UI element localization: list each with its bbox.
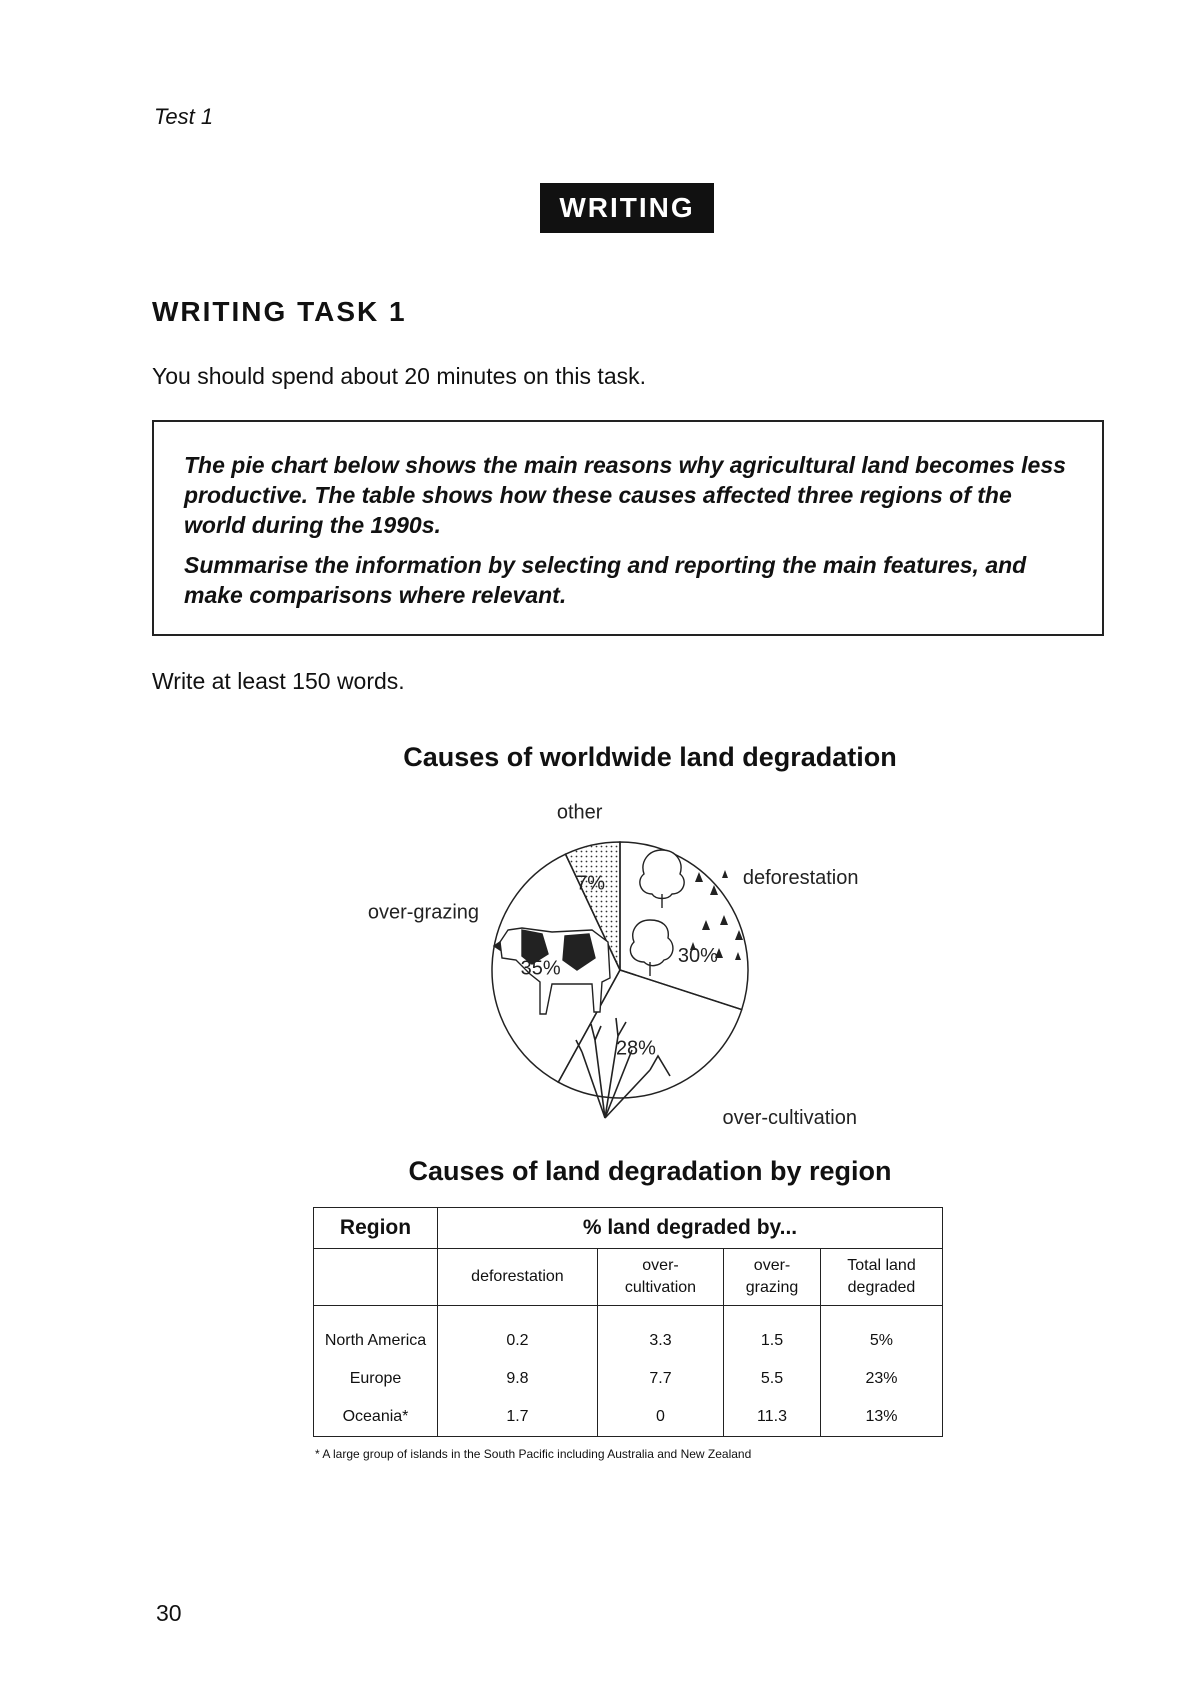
slice-deforestation-percent: 30% — [677, 944, 718, 967]
col-total-header — [820, 1249, 942, 1306]
table-title: Causes of land degradation by region — [408, 1156, 892, 1186]
table-row — [314, 1306, 943, 1361]
col-total-label-1: Total land — [847, 1257, 916, 1274]
cell-total: 23% — [820, 1360, 942, 1398]
cell-total: 5% — [820, 1306, 942, 1361]
col-over-cultivation-header — [597, 1249, 723, 1306]
pie-chart — [350, 800, 910, 1140]
col-total-label-2: degraded — [847, 1279, 916, 1296]
degraded-by-header: % land degraded by... — [438, 1208, 943, 1249]
task-prompt-description: The pie chart below shows the main reasons why agricultural land becomes less productive. The table shows how these causes affected three regions of the world during the 1990s. — [184, 452, 1066, 538]
slice-over-grazing-label: over-grazing — [367, 901, 480, 924]
col-over-grazing-header — [724, 1249, 821, 1306]
slice-over-grazing-percent: 35% — [520, 957, 561, 980]
time-instruction: You should spend about 20 minutes on this task. — [152, 363, 646, 389]
cell-over-cultivation: 3.3 — [597, 1306, 723, 1361]
section-badge: WRITING — [540, 183, 714, 233]
test-label: Test 1 — [154, 104, 214, 129]
cell-over-grazing: 11.3 — [724, 1398, 821, 1437]
cell-over-cultivation: 7.7 — [597, 1360, 723, 1398]
row-region: Europe — [314, 1360, 438, 1398]
pie-chart-title: Causes of worldwide land degradation — [403, 742, 897, 772]
task-prompt-box — [152, 420, 1104, 636]
cell-total: 13% — [820, 1398, 942, 1437]
slice-other-percent: 7% — [576, 872, 606, 895]
region-degradation-table — [313, 1207, 943, 1437]
cell-deforestation: 9.8 — [438, 1360, 598, 1398]
page-number: 30 — [156, 1600, 182, 1626]
region-subheader — [314, 1249, 438, 1306]
slice-deforestation-label: deforestation — [742, 866, 859, 889]
cell-over-grazing: 5.5 — [724, 1360, 821, 1398]
col-over-grazing-label-1: over- — [753, 1257, 791, 1274]
table-footnote: * A large group of islands in the South Pacific including Australia and New Zealand — [315, 1447, 752, 1461]
col-over-cultivation-label-1: over- — [642, 1257, 679, 1274]
slice-other-label: other — [556, 801, 603, 824]
col-over-cultivation-label-2: cultivation — [624, 1279, 697, 1296]
cell-over-cultivation: 0 — [597, 1398, 723, 1437]
slice-over-cultivation-percent: 28% — [615, 1037, 656, 1060]
tree-icon — [630, 850, 684, 976]
row-region: Oceania* — [314, 1398, 438, 1437]
task-prompt-summary: Summarise the information by selecting and reporting the main features, and make comparisons where relevant. — [184, 552, 1027, 608]
crop-icon — [576, 1018, 670, 1118]
region-column-header: Region — [314, 1208, 438, 1249]
table-row — [314, 1398, 943, 1437]
row-region: North America — [314, 1306, 438, 1361]
cell-deforestation: 1.7 — [438, 1398, 598, 1437]
slice-over-cultivation — [558, 970, 741, 1098]
col-deforestation-header — [438, 1249, 598, 1306]
slice-over-cultivation-label: over-cultivation — [722, 1107, 858, 1130]
cell-deforestation: 0.2 — [438, 1306, 598, 1361]
table-row — [314, 1360, 943, 1398]
word-count-instruction: Write at least 150 words. — [152, 668, 405, 694]
task-title: WRITING TASK 1 — [152, 296, 407, 327]
col-over-grazing-label-2: grazing — [745, 1279, 799, 1296]
col-deforestation-label: deforestation — [471, 1268, 564, 1285]
cell-over-grazing: 1.5 — [724, 1306, 821, 1361]
